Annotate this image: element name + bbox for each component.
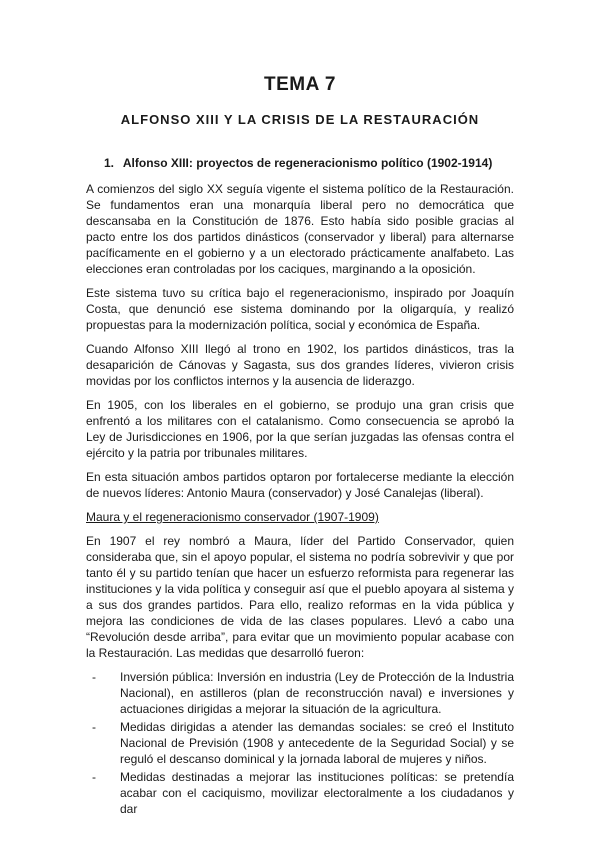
paragraph: Cuando Alfonso XIII llegó al trono en 1902, los partidos dinásticos, tras la desaparición de Cánovas y Sagasta, sus dos grandes líderes, vivieron crisis movidas por los conflictos internos y la ausencia de liderazgo. bbox=[86, 342, 514, 388]
subsection-heading: Maura y el regeneracionismo conservador (1907-1909) bbox=[86, 510, 379, 524]
section-number: 1. bbox=[104, 156, 115, 170]
paragraph: En esta situación ambos partidos optaron por fortalecerse mediante la elección de nuevos líderes: Antonio Maura (conservador) y José Canalejas (liberal). bbox=[86, 470, 514, 500]
dash-bullet: - bbox=[92, 720, 96, 734]
list-item bbox=[86, 769, 514, 817]
list-item bbox=[86, 719, 514, 767]
page-subtitle: ALFONSO XIII Y LA CRISIS DE LA RESTAURACIÓN bbox=[120, 112, 480, 127]
measures-list bbox=[86, 669, 514, 817]
section-heading-1 bbox=[86, 156, 514, 171]
list-item-text: Medidas dirigidas a atender las demandas sociales: se creó el Instituto Nacional de Previsión (1908 y antecedente de la Seguridad Social) y se reguló el descanso dominical y la jornada laboral de mujeres y niños. bbox=[120, 720, 514, 766]
paragraph: A comienzos del siglo XX seguía vigente el sistema político de la Restauración. Se fundamentos eran una monarquía liberal pero no democrática que descansaba en la Constitución de 1876. Esto había sido posible gracias al pacto entre los dos partidos dinásticos (conservador y liberal) para alternarse pacíficamente en el gobierno y a un electorado prácticamente analfabeto. Las elecciones eran controladas por los caciques, marginando a la oposición. bbox=[86, 182, 514, 276]
list-item-text: Inversión pública: Inversión en industria (Ley de Protección de la Industria Nacional), en astilleros (plan de reconstrucción naval) e inversiones y actuaciones dirigidas a mejorar la situación de la agricultura. bbox=[120, 670, 514, 716]
paragraph: Este sistema tuvo su crítica bajo el regeneracionismo, inspirado por Joaquín Costa, que denunció ese sistema dominando por la oligarquía, y realizó propuestas para la modernización política, social y económica de España. bbox=[86, 286, 514, 332]
list-item bbox=[86, 669, 514, 717]
paragraph: En 1905, con los liberales en el gobierno, se produjo una gran crisis que enfrentó a los militares con el catalanismo. Como consecuencia se aprobó la Ley de Jurisdicciones en 1906, por la que serían juzgadas las ofensas contra el ejército y la patria por tribunales militares. bbox=[86, 398, 514, 460]
dash-bullet: - bbox=[92, 770, 96, 784]
dash-bullet: - bbox=[92, 670, 96, 684]
list-item-text: Medidas destinadas a mejorar las instituciones políticas: se pretendía acabar con el caciquismo, movilizar electoralmente a los ciudadanos y dar bbox=[120, 770, 514, 816]
document-page bbox=[86, 66, 514, 819]
section-heading-text: Alfonso XIII: proyectos de regeneracionismo político (1902-1914) bbox=[122, 156, 493, 170]
paragraph: En 1907 el rey nombró a Maura, líder del Partido Conservador, quien consideraba que, sin el apoyo popular, el sistema no podría sobrevivir y que por tanto él y su partido tenían que hacer un esfuerzo reformista para regenerar las instituciones y la vida política y conseguir así que el pueblo apoyara al sistema y a sus dos grandes partidos. Para ello, realizo reformas en la vida pública y mejora las condiciones de vida de las clases populares. Llevó a cabo una “Revolución desde arriba”, para evitar que un movimiento popular acabase con la Restauración. Las medidas que desarrolló fueron: bbox=[86, 534, 514, 660]
page-title: TEMA 7 bbox=[264, 74, 336, 95]
